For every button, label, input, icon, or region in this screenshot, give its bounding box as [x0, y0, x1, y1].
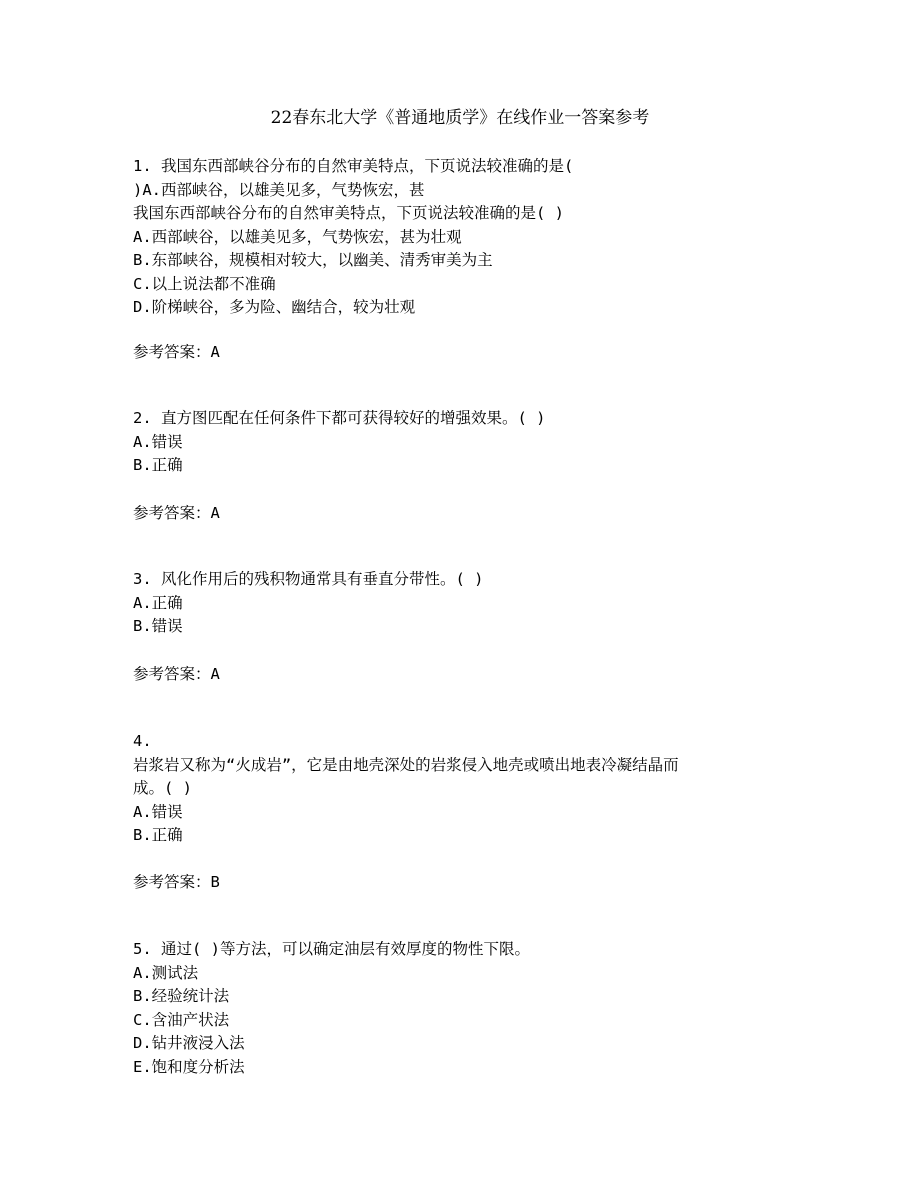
question-2-line-1: 2. 直方图匹配在任何条件下都可获得较好的增强效果。( ): [133, 409, 546, 427]
question-5-option-d: D.钻井液浸入法: [133, 1034, 245, 1052]
question-2-option-a: A.错误: [133, 432, 183, 451]
question-4-line-2: 岩浆岩又称为“火成岩”，它是由地壳深处的岩浆侵入地壳或喷出地表冷凝结晶而: [133, 755, 679, 774]
question-3-answer: 参考答案：A: [133, 665, 220, 683]
question-3-line-1: 3. 风化作用后的残积物通常具有垂直分带性。( ): [133, 570, 484, 588]
question-1: [133, 155, 793, 320]
question-2-answer: 参考答案：A: [133, 504, 220, 522]
question-1-line-2: )A.西部峡谷，以雄美见多，气势恢宏，甚: [133, 180, 425, 199]
question-5-option-b: B.经验统计法: [133, 987, 230, 1005]
question-4-option-b: B.正确: [133, 826, 183, 844]
question-1-option-c: C.以上说法都不准确: [133, 274, 276, 293]
question-3: [133, 568, 793, 639]
question-4: [133, 730, 793, 848]
question-1-line-3: 我国东西部峡谷分布的自然审美特点，下页说法较准确的是( ): [133, 204, 564, 222]
question-4-answer: 参考答案：B: [133, 873, 220, 891]
question-2-option-b: B.正确: [133, 456, 183, 474]
question-1-option-b: B.东部峡谷，规模相对较大，以幽美、清秀审美为主: [133, 251, 493, 269]
question-4-option-a: A.错误: [133, 802, 183, 821]
question-5-line-1: 5. 通过( )等方法，可以确定油层有效厚度的物性下限。: [133, 940, 530, 958]
question-4-line-3: 成。( ): [133, 779, 192, 797]
question-3-option-a: A.正确: [133, 593, 183, 612]
question-1-line-1: 1. 我国东西部峡谷分布的自然审美特点，下页说法较准确的是(: [133, 157, 574, 175]
question-5-option-a: A.测试法: [133, 963, 199, 982]
document-title: 22春东北大学《普通地质学》在线作业一答案参考: [270, 108, 650, 128]
question-3-option-b: B.错误: [133, 617, 183, 635]
question-1-option-a: A.西部峡谷，以雄美见多，气势恢宏，甚为壮观: [133, 227, 462, 246]
question-2: [133, 407, 793, 478]
question-5-option-e: E.饱和度分析法: [133, 1057, 245, 1076]
question-5-option-c: C.含油产状法: [133, 1010, 230, 1029]
question-4-line-1: 4.: [133, 732, 152, 750]
question-1-option-d: D.阶梯峡谷，多为险、幽结合，较为壮观: [133, 298, 416, 316]
question-1-answer: 参考答案：A: [133, 343, 220, 361]
question-5: [133, 938, 793, 1079]
